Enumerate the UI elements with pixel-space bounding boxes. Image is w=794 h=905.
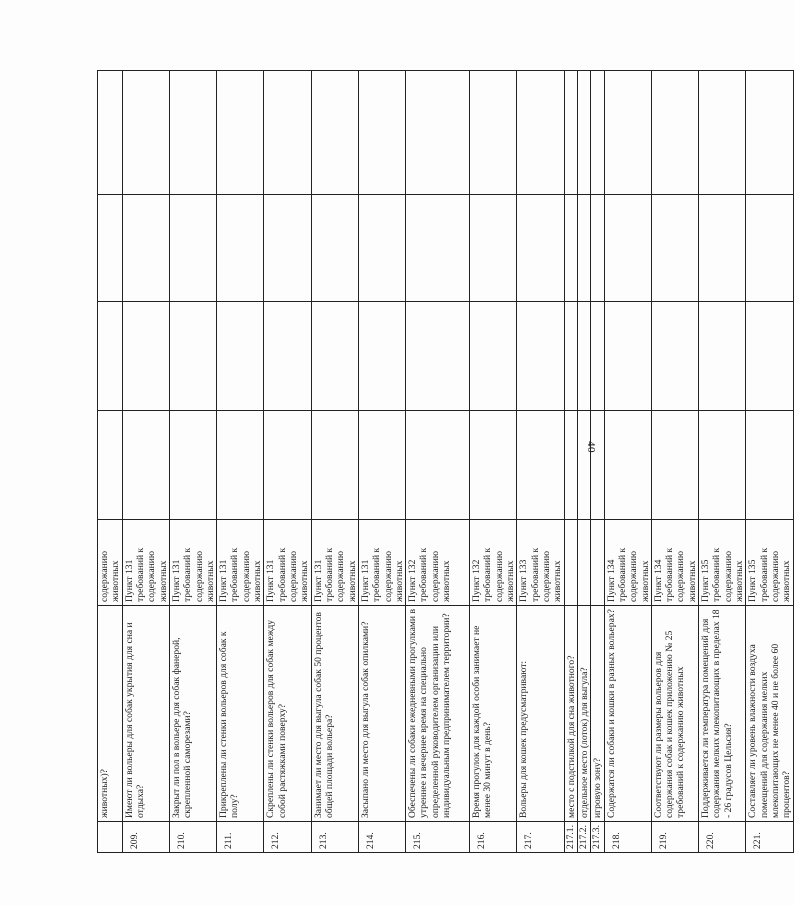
answer-cell bbox=[591, 195, 604, 302]
answer-cell bbox=[98, 302, 123, 411]
answer-cell bbox=[311, 71, 358, 195]
answer-cell bbox=[169, 71, 216, 195]
question-cell: место с подстилкой для сна животного? bbox=[564, 606, 577, 822]
answer-cell bbox=[311, 302, 358, 411]
answer-cell bbox=[470, 411, 517, 520]
answer-cell bbox=[577, 411, 590, 520]
question-cell: Содержатся ли собаки и кошки в разных вольерах? bbox=[604, 606, 651, 822]
table-row bbox=[591, 71, 604, 853]
question-cell: Поддерживается ли температура помещений для содержания мелких млекопитающих в пределах 18 - 26 градусов Цельсия? bbox=[699, 606, 746, 822]
question-cell: Вольеры для кошек предусматривают: bbox=[517, 606, 564, 822]
answer-cell bbox=[406, 302, 470, 411]
answer-cell bbox=[564, 195, 577, 302]
row-number: 219. bbox=[651, 822, 698, 853]
answer-cell bbox=[311, 411, 358, 520]
question-cell: отдельное место (лоток) для выгула? bbox=[577, 606, 590, 822]
answer-cell bbox=[651, 71, 698, 195]
table-row bbox=[311, 71, 358, 853]
table-body bbox=[98, 71, 794, 853]
question-cell: Составляет ли уровень влажности воздуха помещений для содержания мелких млекопитающих не менее 40 и не более 60 процентов? bbox=[746, 606, 793, 822]
answer-cell bbox=[517, 302, 564, 411]
answer-cell bbox=[746, 302, 793, 411]
row-number: 209. bbox=[122, 822, 169, 853]
reference-cell: Пункт 131 требований к содержанию животных bbox=[169, 520, 216, 606]
answer-cell bbox=[699, 411, 746, 520]
answer-cell bbox=[406, 195, 470, 302]
row-number: 211. bbox=[217, 822, 264, 853]
answer-cell bbox=[217, 195, 264, 302]
table-row bbox=[122, 71, 169, 853]
answer-cell bbox=[604, 71, 651, 195]
row-number: 217.3. bbox=[591, 822, 604, 853]
row-number: 213. bbox=[311, 822, 358, 853]
answer-cell bbox=[122, 411, 169, 520]
reference-cell: Пункт 131 требований к содержанию животных bbox=[217, 520, 264, 606]
reference-cell: Пункт 131 требований к содержанию животных bbox=[311, 520, 358, 606]
answer-cell bbox=[470, 195, 517, 302]
answer-cell bbox=[264, 195, 311, 302]
answer-cell bbox=[746, 71, 793, 195]
row-number: 217.1. bbox=[564, 822, 577, 853]
answer-cell bbox=[358, 411, 405, 520]
answer-cell bbox=[699, 71, 746, 195]
table-row bbox=[517, 71, 564, 853]
answer-cell bbox=[264, 302, 311, 411]
table-row bbox=[406, 71, 470, 853]
table-row bbox=[651, 71, 698, 853]
question-cell: Соответствуют ли размеры вольеров для содержания собак и кошек приложению № 25 требований к содержанию животных bbox=[651, 606, 698, 822]
reference-cell: содержанию животных bbox=[98, 520, 123, 606]
reference-cell: Пункт 131 требований к содержанию животных bbox=[122, 520, 169, 606]
question-cell: Обеспечены ли собаки ежедневными прогулками в утреннее и вечернее время на специально определенной руководителем организации или индивидуальным предпринимателем территории? bbox=[406, 606, 470, 822]
answer-cell bbox=[217, 411, 264, 520]
table-row bbox=[98, 71, 123, 853]
table-row bbox=[577, 71, 590, 853]
checklist-rotated bbox=[97, 71, 793, 853]
table-row bbox=[746, 71, 793, 853]
answer-cell bbox=[517, 411, 564, 520]
answer-cell bbox=[406, 411, 470, 520]
answer-cell bbox=[564, 71, 577, 195]
reference-cell: Пункт 133 требований к содержанию животных bbox=[517, 520, 564, 606]
answer-cell bbox=[98, 71, 123, 195]
answer-cell bbox=[651, 302, 698, 411]
answer-cell bbox=[98, 195, 123, 302]
question-cell: Скреплены ли стенки вольеров для собак между собой растяжками поверху? bbox=[264, 606, 311, 822]
answer-cell bbox=[264, 71, 311, 195]
page-number: 40 bbox=[585, 441, 597, 453]
answer-cell bbox=[591, 302, 604, 411]
answer-cell bbox=[122, 302, 169, 411]
question-cell: Засыпано ли место для выгула собак опилками? bbox=[358, 606, 405, 822]
answer-cell bbox=[169, 195, 216, 302]
answer-cell bbox=[406, 71, 470, 195]
reference-cell bbox=[564, 520, 577, 606]
answer-cell bbox=[98, 411, 123, 520]
table-row bbox=[169, 71, 216, 853]
reference-cell: Пункт 131 требований к содержанию животных bbox=[264, 520, 311, 606]
answer-cell bbox=[746, 195, 793, 302]
answer-cell bbox=[470, 302, 517, 411]
answer-cell bbox=[217, 71, 264, 195]
reference-cell: Пункт 135 требований к содержанию животных bbox=[746, 520, 793, 606]
reference-cell: Пункт 134 требований к содержанию животных bbox=[651, 520, 698, 606]
question-cell: Закрыт ли пол в вольере для собак фанерой, скрепленной саморезами? bbox=[169, 606, 216, 822]
answer-cell bbox=[311, 195, 358, 302]
answer-cell bbox=[651, 411, 698, 520]
table-row bbox=[470, 71, 517, 853]
row-number: 210. bbox=[169, 822, 216, 853]
answer-cell bbox=[564, 302, 577, 411]
answer-cell bbox=[470, 71, 517, 195]
reference-cell: Пункт 135 требований к содержанию животных bbox=[699, 520, 746, 606]
answer-cell bbox=[517, 71, 564, 195]
question-cell: Прикреплены ли стенки вольеров для собак к полу? bbox=[217, 606, 264, 822]
answer-cell bbox=[122, 195, 169, 302]
reference-cell bbox=[591, 520, 604, 606]
row-number: 220. bbox=[699, 822, 746, 853]
row-number: 217.2. bbox=[577, 822, 590, 853]
answer-cell bbox=[591, 411, 604, 520]
answer-cell bbox=[517, 195, 564, 302]
answer-cell bbox=[604, 195, 651, 302]
row-number bbox=[98, 822, 123, 853]
answer-cell bbox=[651, 195, 698, 302]
answer-cell bbox=[264, 411, 311, 520]
table-row bbox=[358, 71, 405, 853]
reference-cell: Пункт 131 требований к содержанию животных bbox=[358, 520, 405, 606]
table-row bbox=[564, 71, 577, 853]
answer-cell bbox=[604, 411, 651, 520]
answer-cell bbox=[122, 71, 169, 195]
reference-cell: Пункт 132 требований к содержанию животных bbox=[406, 520, 470, 606]
question-cell: Имеют ли вольеры для собак укрытия для сна и отдыха? bbox=[122, 606, 169, 822]
answer-cell bbox=[358, 71, 405, 195]
table-row bbox=[217, 71, 264, 853]
question-cell: Занимает ли место для выгула собак 50 процентов общей площади вольера? bbox=[311, 606, 358, 822]
answer-cell bbox=[358, 195, 405, 302]
question-cell: Время прогулок для каждой особи занимает не менее 30 минут в день? bbox=[470, 606, 517, 822]
row-number: 215. bbox=[406, 822, 470, 853]
answer-cell bbox=[217, 302, 264, 411]
answer-cell bbox=[169, 411, 216, 520]
answer-cell bbox=[577, 71, 590, 195]
answer-cell bbox=[564, 411, 577, 520]
answer-cell bbox=[604, 302, 651, 411]
table-row bbox=[699, 71, 746, 853]
checklist-table bbox=[97, 70, 794, 853]
answer-cell bbox=[699, 302, 746, 411]
rotated-table-wrapper bbox=[97, 71, 793, 853]
answer-cell bbox=[169, 302, 216, 411]
table-row bbox=[264, 71, 311, 853]
row-number: 212. bbox=[264, 822, 311, 853]
answer-cell bbox=[577, 302, 590, 411]
table-row bbox=[604, 71, 651, 853]
row-number: 216. bbox=[470, 822, 517, 853]
question-cell: игровую зону? bbox=[591, 606, 604, 822]
row-number: 218. bbox=[604, 822, 651, 853]
reference-cell bbox=[577, 520, 590, 606]
answer-cell bbox=[358, 302, 405, 411]
answer-cell bbox=[699, 195, 746, 302]
reference-cell: Пункт 132 требований к содержанию животных bbox=[470, 520, 517, 606]
question-cell: животных)? bbox=[98, 606, 123, 822]
row-number: 214. bbox=[358, 822, 405, 853]
answer-cell bbox=[591, 71, 604, 195]
answer-cell bbox=[746, 411, 793, 520]
answer-cell bbox=[577, 195, 590, 302]
row-number: 217. bbox=[517, 822, 564, 853]
row-number: 221. bbox=[746, 822, 793, 853]
reference-cell: Пункт 134 требований к содержанию животных bbox=[604, 520, 651, 606]
